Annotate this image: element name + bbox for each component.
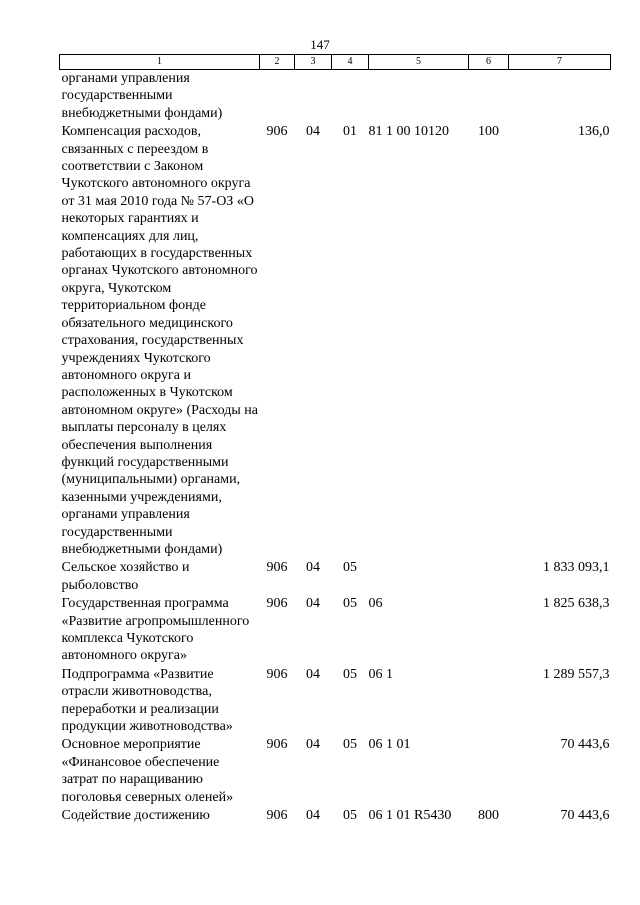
amount bbox=[509, 70, 611, 124]
ministry-code: 906 bbox=[266, 808, 288, 824]
expense-type-code bbox=[469, 70, 509, 124]
section-code bbox=[295, 70, 332, 124]
subsection-code bbox=[332, 70, 369, 124]
row-name: Основное мероприятие «Финансовое обеспечение затрат по наращиванию поголовья северных оленей» bbox=[61, 737, 234, 805]
budget-table bbox=[59, 54, 611, 825]
subsection-code: 01 bbox=[343, 124, 357, 140]
expense-type-code bbox=[469, 666, 509, 737]
target-article-code bbox=[369, 70, 469, 124]
target-article-code: 06 1 bbox=[368, 666, 393, 682]
amount: 1 825 638,3 bbox=[543, 596, 610, 612]
row-name: органами управления государственными внебюджетными фондами) bbox=[61, 71, 223, 121]
target-article-code: 06 bbox=[368, 596, 383, 612]
row-name: Компенсация расходов, связанных с переездом в соответствии с Законом Чукотского автономного округа от 31 мая 2010 года № 57-ОЗ «О некоторых гарантиях и компенсациях для лиц, работающих в государственных органах Чукотского автономного округа, Чукотском территориальном фонде обязательного медицинского страхования, государственных учреждениях Чукотского автономного округа и расположенных в Чукотском автономном округе» (Расходы на выплаты персоналу в целях обеспечения выполнения функций государственными (муниципальными) органами, казенными учреждениями, органами управления государственными внебюджетными фондами) bbox=[61, 124, 258, 557]
column-header: 6 bbox=[469, 55, 509, 70]
ministry-code: 906 bbox=[266, 737, 288, 753]
column-header: 2 bbox=[260, 55, 295, 70]
section-code: 04 bbox=[306, 737, 320, 753]
row-name: Государственная программа «Развитие агропромышленного комплекса Чукотского автономного округа» bbox=[61, 596, 250, 664]
target-article-code: 81 1 00 10120 bbox=[368, 124, 449, 140]
amount: 1 833 093,1 bbox=[543, 560, 610, 576]
column-header: 7 bbox=[509, 55, 611, 70]
amount: 136,0 bbox=[578, 124, 610, 140]
table-row bbox=[60, 807, 611, 825]
expense-type-code bbox=[469, 559, 509, 595]
table-row bbox=[60, 123, 611, 559]
subsection-code: 05 bbox=[343, 560, 357, 576]
section-code: 04 bbox=[306, 124, 320, 140]
subsection-code: 05 bbox=[343, 596, 357, 612]
ministry-code: 906 bbox=[266, 596, 288, 612]
column-header: 3 bbox=[295, 55, 332, 70]
ministry-code: 906 bbox=[266, 124, 288, 140]
column-header: 5 bbox=[369, 55, 469, 70]
expense-type-code bbox=[469, 595, 509, 666]
ministry-code bbox=[260, 70, 295, 124]
expense-type-code: 800 bbox=[478, 808, 499, 824]
row-name: Подпрограмма «Развитие отрасли животноводства, переработки и реализации продукции животноводства» bbox=[61, 666, 233, 735]
table-row bbox=[60, 736, 611, 807]
row-name: Содействие достижению bbox=[61, 808, 210, 824]
section-code: 04 bbox=[306, 666, 320, 682]
section-code: 04 bbox=[306, 560, 320, 576]
column-header: 1 bbox=[60, 55, 260, 70]
subsection-code: 05 bbox=[343, 737, 357, 753]
expense-type-code: 100 bbox=[478, 124, 499, 140]
target-article-code bbox=[369, 559, 469, 595]
target-article-code: 06 1 01 R5430 bbox=[368, 808, 452, 824]
page-number: 147 bbox=[310, 37, 330, 52]
section-code: 04 bbox=[306, 808, 320, 824]
ministry-code: 906 bbox=[266, 666, 288, 682]
table-row bbox=[60, 70, 611, 124]
section-code: 04 bbox=[306, 596, 320, 612]
table-header-row bbox=[60, 55, 611, 70]
table-row bbox=[60, 595, 611, 666]
table-row bbox=[60, 559, 611, 595]
amount: 70 443,6 bbox=[560, 737, 610, 753]
table-row bbox=[60, 666, 611, 737]
subsection-code: 05 bbox=[343, 808, 357, 824]
row-name: Сельское хозяйство и рыболовство bbox=[61, 560, 190, 593]
ministry-code: 906 bbox=[266, 560, 288, 576]
target-article-code: 06 1 01 bbox=[368, 737, 411, 753]
expense-type-code bbox=[469, 736, 509, 807]
subsection-code: 05 bbox=[343, 666, 357, 682]
column-header: 4 bbox=[332, 55, 369, 70]
amount: 70 443,6 bbox=[560, 808, 610, 824]
amount: 1 289 557,3 bbox=[543, 666, 610, 682]
